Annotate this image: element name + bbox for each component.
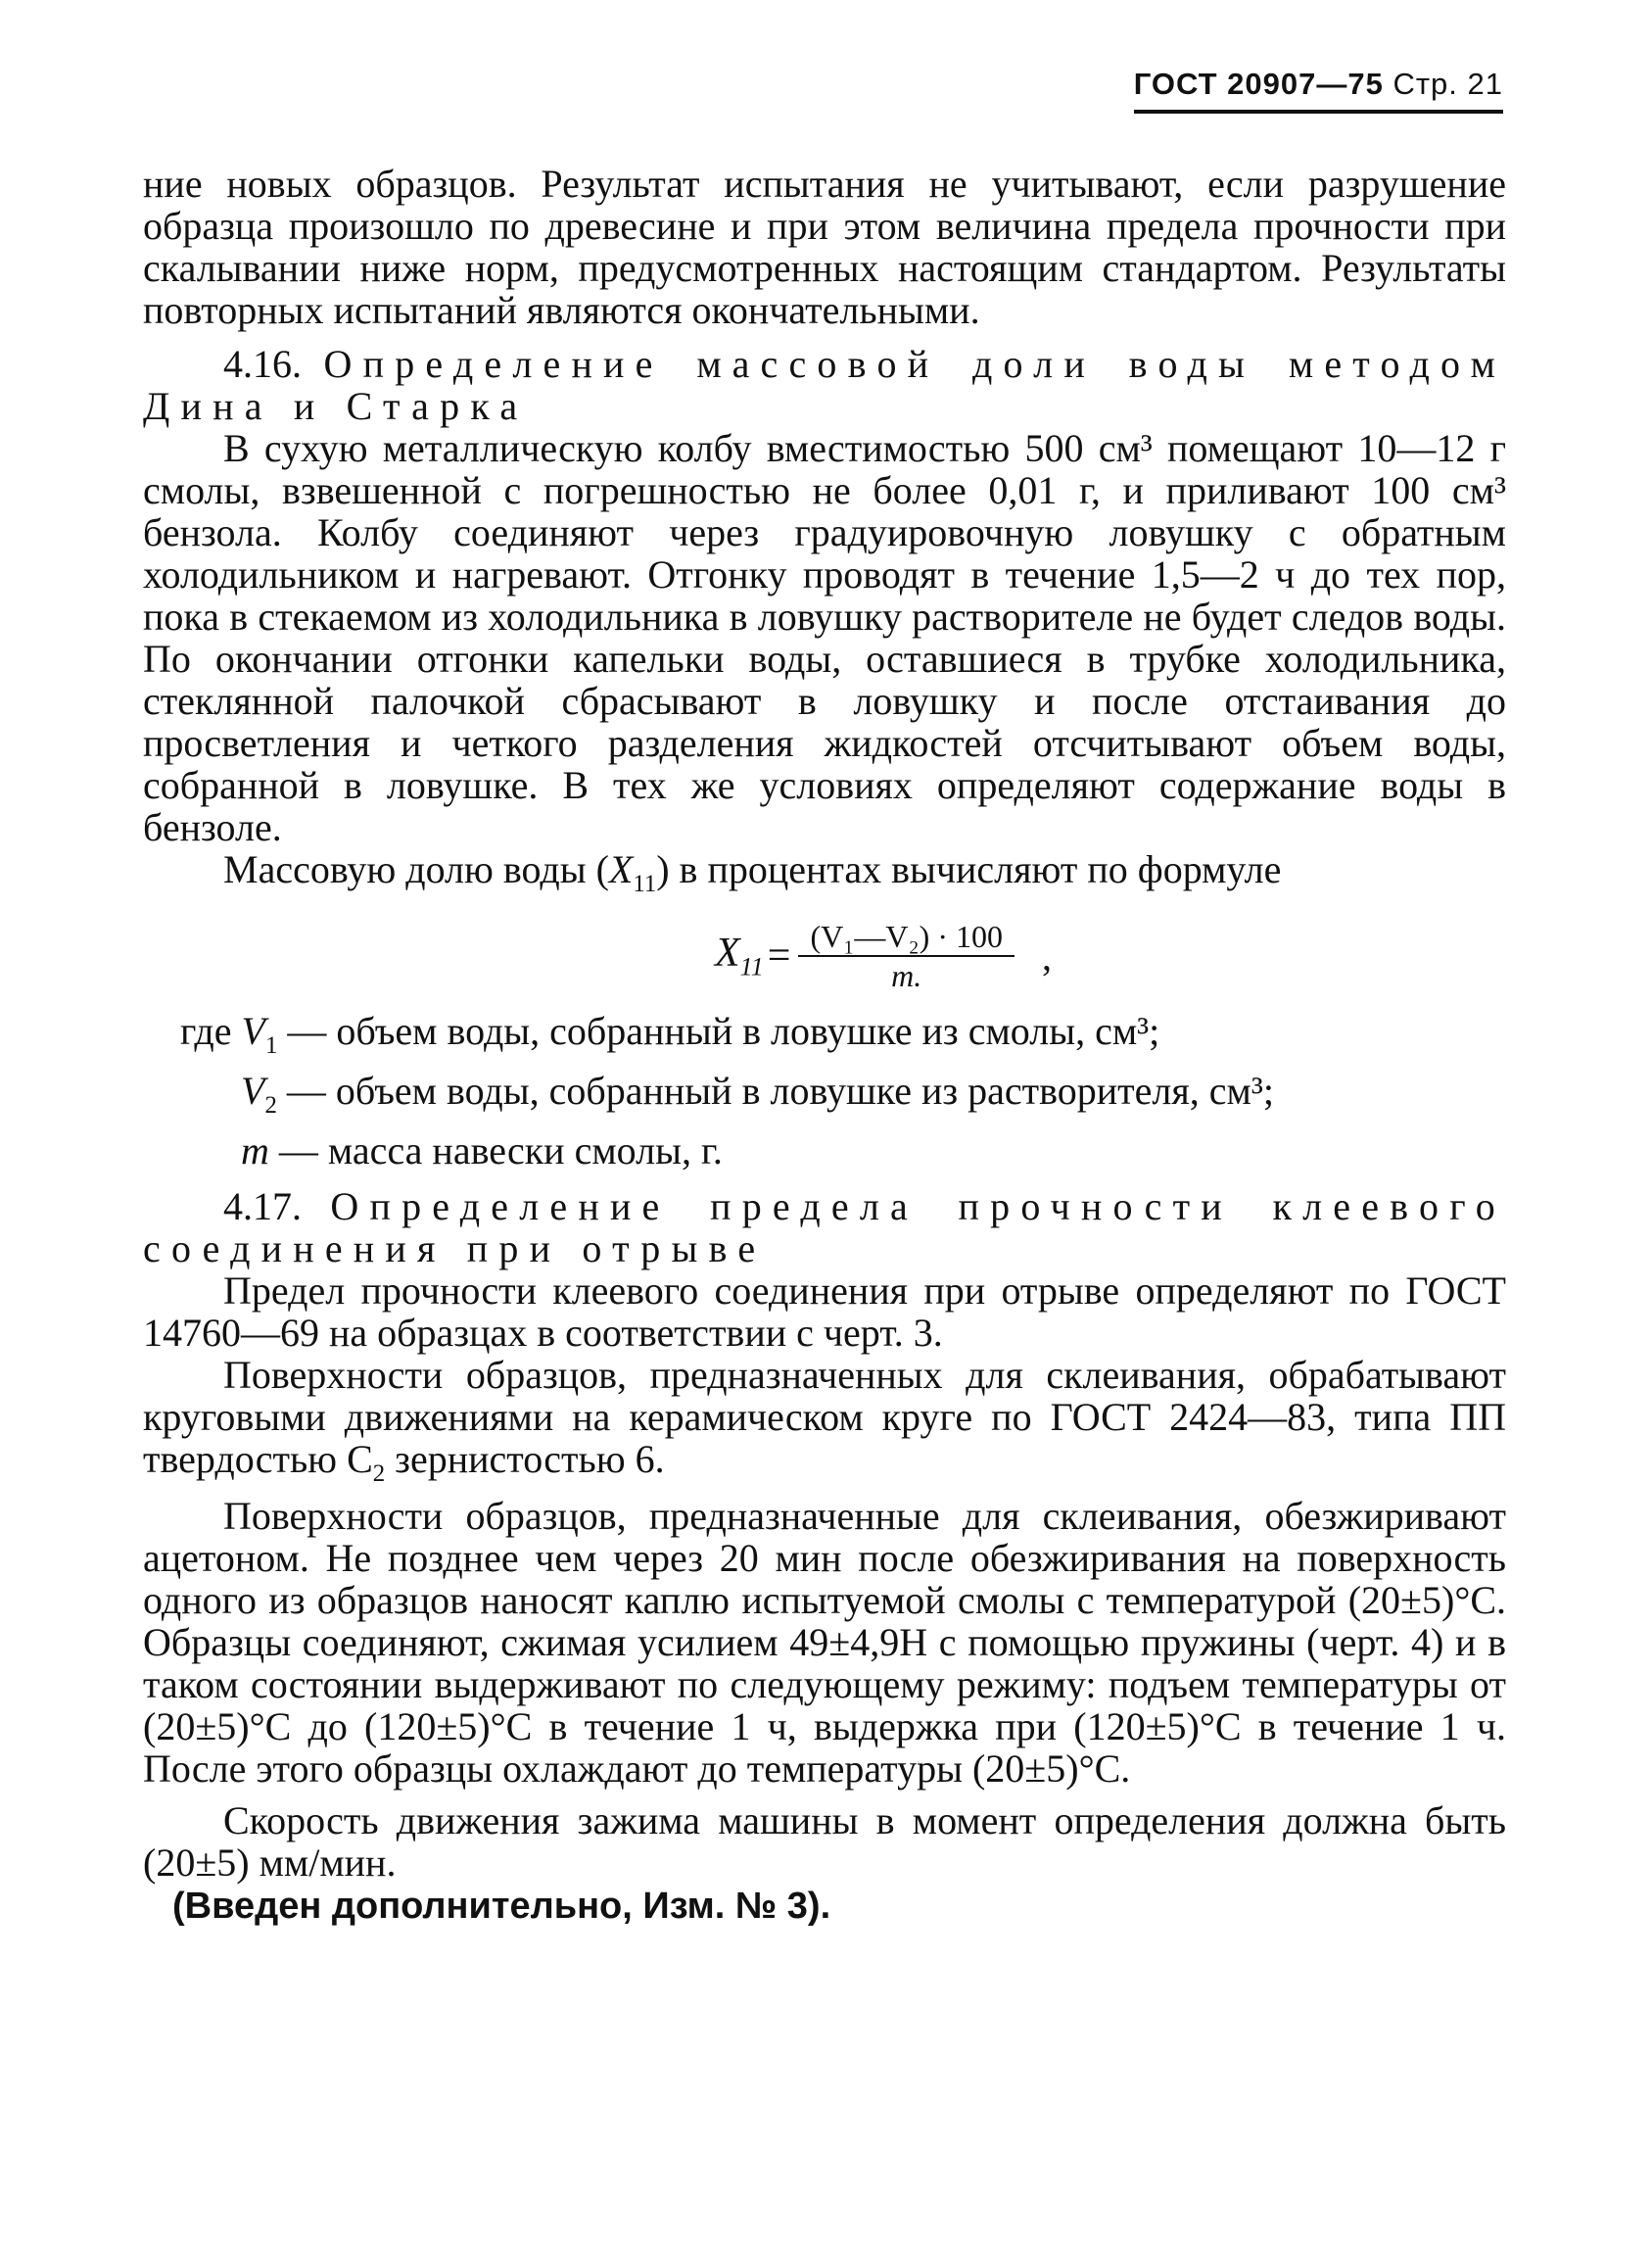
legend-subscript: 2: [264, 1092, 277, 1119]
legend-text: — объем воды, собранный в ловушке из растворителя, см³;: [276, 1069, 1274, 1113]
section-number: 4.17.: [223, 1184, 302, 1228]
legend-intro: где: [180, 1009, 232, 1053]
paragraph-clamp-speed: Скорость движения зажима машины в момент определения должна быть (20±5) мм/мин.: [143, 1798, 1506, 1885]
legend-row: [241, 1069, 1506, 1128]
variable-x: X: [608, 847, 634, 891]
text-fragment: Массовую долю воды (: [223, 847, 609, 891]
variable-subscript: 11: [633, 871, 657, 897]
paragraph-degreasing: Поверхности образцов, предназначенные для склеивания, обезжиривают ацетоном. Не позднее чем через 20 мин после обезжиривания на поверхность одного из образцов наносят каплю испытуемой смолы с температурой (20±5)°С. Образцы соединяют, сжимая усилием 49±4,9Н с помощью пружины (черт. 4) и в таком состоянии выдерживают по следующему режиму: подъем температуры от (20±5)°С до (120±5)°С в течение 1 ч, выдержка при (120±5)°С в течение 1 ч. После этого образцы охлаждают до температуры (20±5)°С.: [143, 1494, 1506, 1791]
paragraph-surface-prep: [143, 1354, 1506, 1495]
page-header: [1134, 67, 1503, 114]
formula-subscript: 11: [739, 952, 764, 981]
legend-subscript: 1: [264, 1032, 278, 1059]
legend-variable: m: [241, 1128, 269, 1172]
subscript: 2: [372, 1460, 386, 1487]
section-title: Определение массовой доли воды методом Дина и Старка: [143, 342, 1507, 428]
amendment-note: (Введен дополнительно, Изм. № 3).: [172, 1886, 831, 1927]
formula-denominator: m.: [891, 958, 922, 993]
section-number: 4.16.: [223, 342, 302, 386]
legend-variable: V: [241, 1009, 265, 1053]
legend-text: — объем воды, собранный в ловушке из смолы, см³;: [277, 1009, 1160, 1053]
section-title: Определение предела прочности клеевого соединения при отрыве: [143, 1184, 1507, 1270]
page-body: [143, 163, 1506, 1928]
legend-row: [180, 1009, 1506, 1069]
legend-row: [241, 1128, 1506, 1173]
text-fragment: Поверхности образцов, предназначенных для склеивания, обрабатывают круговыми движениями на керамическом круге по ГОСТ 2424—83, типа ПП твердостью С: [143, 1353, 1506, 1481]
formula-variable: X: [715, 931, 740, 977]
paragraph-formula-intro: [143, 848, 1506, 905]
paragraph-procedure: В сухую металлическую колбу вместимостью 500 см³ помещают 10—12 г смолы, взвешенной с погрешностью не более 0,01 г, и приливают 100 см³ бензола. Колбу соединяют через градуировочную ловушку с обратным холодильником и нагревают. Отгонку проводят в течение 1,5—2 ч до тех пор, пока в стекаемом из холодильника в ловушку растворителе не будет следов воды. По окончании отгонки капельки воды, оставшиеся в трубке холодильника, стеклянной палочкой сбрасывают в ловушку и после отстаивания до просветления и четкого разделения жидкостей отсчитывают объем воды, собранной в ловушке. В тех же условиях определяют содержание воды в бензоле.: [143, 426, 1506, 849]
formula-fraction: [798, 918, 1015, 994]
legend-variable: V: [241, 1069, 265, 1113]
text-fragment: ) в процентах вычисляют по формуле: [656, 847, 1282, 891]
formula-comma: ,: [1041, 933, 1052, 979]
formula: [260, 911, 1506, 1001]
section-4-17-heading: [143, 1185, 1506, 1269]
formula-equals: =: [767, 933, 791, 979]
paragraph-tensile-method: Предел прочности клеевого соединения при отрыве определяют по ГОСТ 14760—69 на образцах в соответствии с черт. 3.: [143, 1268, 1506, 1355]
standard-number: ГОСТ 20907—75: [1133, 67, 1384, 101]
formula-numerator: (V₁—V₂) · 100: [798, 918, 1015, 957]
section-4-16-heading: [143, 343, 1506, 427]
page-number: Стр. 21: [1392, 67, 1503, 101]
formula-legend: [180, 1009, 1506, 1173]
formula-lhs: [715, 930, 764, 981]
legend-text: — масса навески смолы, г.: [268, 1128, 723, 1172]
text-fragment: зернистостью 6.: [385, 1437, 665, 1481]
paragraph-continuation: ние новых образцов. Результат испытания не учитывают, если разрушение образца произошло по древесине и при этом величина предела прочности при скалывании ниже норм, предусмотренных настоящим стандартом. Результаты повторных испытаний являются окончательными.: [143, 162, 1506, 332]
